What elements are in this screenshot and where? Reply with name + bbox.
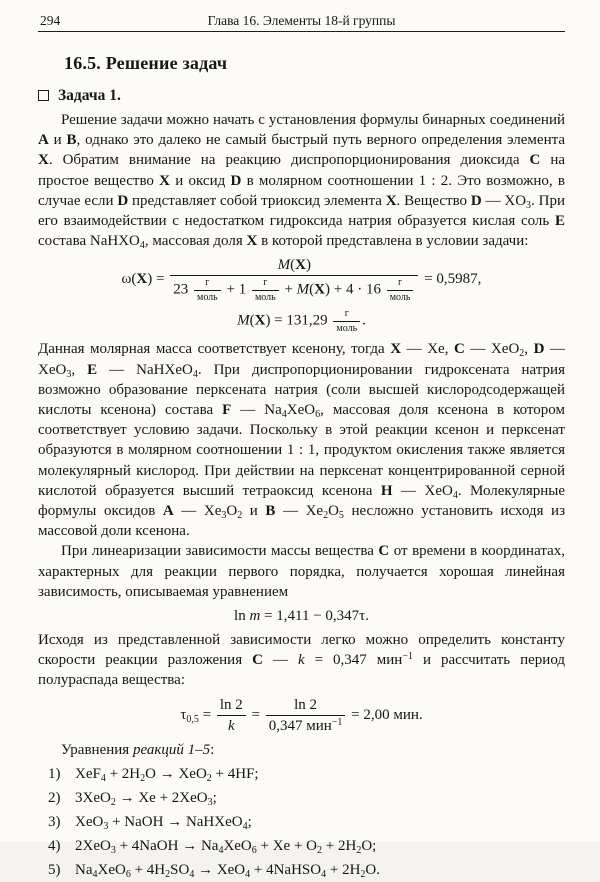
equation-row-2 [48,786,565,810]
equation-body: 3XeO$_2$ → Xe + 2XeO$_3$; [75,789,217,808]
equation-body: XeO$_3$ + NaOH → NaHXeO$_4$; [75,813,252,832]
paragraph-rate-constant: Исходя из представленной зависимости легко можно определить константу скорости реакции разложения C — k = 0,347 мин$^{-1}$ и рассчитать период полураспада вещества: [38,632,566,689]
formula-mass-fraction: ω(X) = M(X) 23 $\frac{г}{\text{моль}}$ + 1 $\frac{г}{\text{моль}}$ + M(X) + 4 · 16 $\frac{г}{\text{моль}}$ = 0,5987, [121,257,482,303]
formula-ln-m: ln m = 1,411 − 0,347τ. [234,608,369,625]
equation-row-3 [48,810,565,834]
equation-row-1 [48,762,565,786]
equation-row-5 [48,858,565,882]
equation-number: 3) [48,813,61,830]
equation-body: $XeF_4 + 2H_2O \to XeO_2 + 4HF$; [75,765,259,784]
paragraph-binary-compounds: Решение задачи можно начать с установления формулы бинарных соединений A и B, однако это далеко не самый быстрый путь верного определения элемента X. Обратим внимание на реакцию диспропорционирования диоксида C на простое вещество X и оксид D в молярном соотношении 1 : 2. Это возможно, в случае если D представляет собой триоксид элемента X. Вещество D — $XO_3$. При его взаимодействии с недостатком гидроксида натрия образуется кислая соль E состава NaHXO$_4$, массовая доля X в которой представлена в условии задачи: [38,112,566,252]
paragraph-linearization: При линеаризации зависимости массы вещества C от времени в координатах, характерных для реакции первого порядка, получается хорошая линейная зависимость, описываемая уравнением [38,543,565,600]
formula-half-life: $\tau_{0,5}$ = $\frac{\ln 2}{k}$ = $\frac{\ln 2}{0,347 мин^{-1}}$ = 2,00 мин. [180,696,423,734]
equation-body: $Na_4XeO_6 + 4H_2SO_4 \to XeO_4$ + 4NaHSO$_4$ + $2H_2O$. [75,861,380,880]
equation-number: 4) [48,837,61,854]
chapter-title: Глава 16. Элементы 18-й группы [207,13,396,28]
task-heading [38,87,565,105]
equation-number: 1) [48,765,61,782]
task-checkbox-icon [38,90,49,101]
page-number: 294 [40,13,61,28]
equations-list [38,762,565,882]
equation-number: 2) [48,789,61,806]
equation-row-4 [48,834,565,858]
section-title: 16.5. Решение задач [64,53,228,73]
equations-intro: Уравнения реакций 1–5: [61,741,215,758]
equation-body: 2XeO$_3$ + 4NaOH → $Na_4XeO_6 + Xe + O_2 + 2H_2O$; [75,837,377,856]
header-rule [38,31,565,32]
equation-number: 5) [48,861,61,878]
formula-molar-mass: M(X) = 131,29 $\frac{г}{\text{моль}}$ . [237,308,366,334]
paragraph-xenon-identification: Данная молярная масса соответствует ксенону, тогда X — Xe, C — XeO$_2$, D — XeO$_3$, E — NaHXeO$_4$. При диспропорционировании гидроксената натрия возможно образование перксената натрия (соли высшей кислородсодержащей кислоты ксенона) состава F — $Na_4XeO_6$, массовая доля ксенона в котором соответствует условию задачи. Поскольку в этой реакции ксенон и перксенат образуются в молярном соотношении 1 : 1, продуктом окисления также является молекулярный кислород. При действии на перксенат концентрированной серной кислотой образуется высший тетраоксид ксенона H — XeO$_4$. Молекулярные формулы оксидов A — $Xe_3O_2$ и B — $Xe_2O_5$ несложно установить исходя из массовой доли ксенона. [38,341,566,540]
page-header [38,10,565,31]
task-label: Задача 1. [58,87,121,104]
